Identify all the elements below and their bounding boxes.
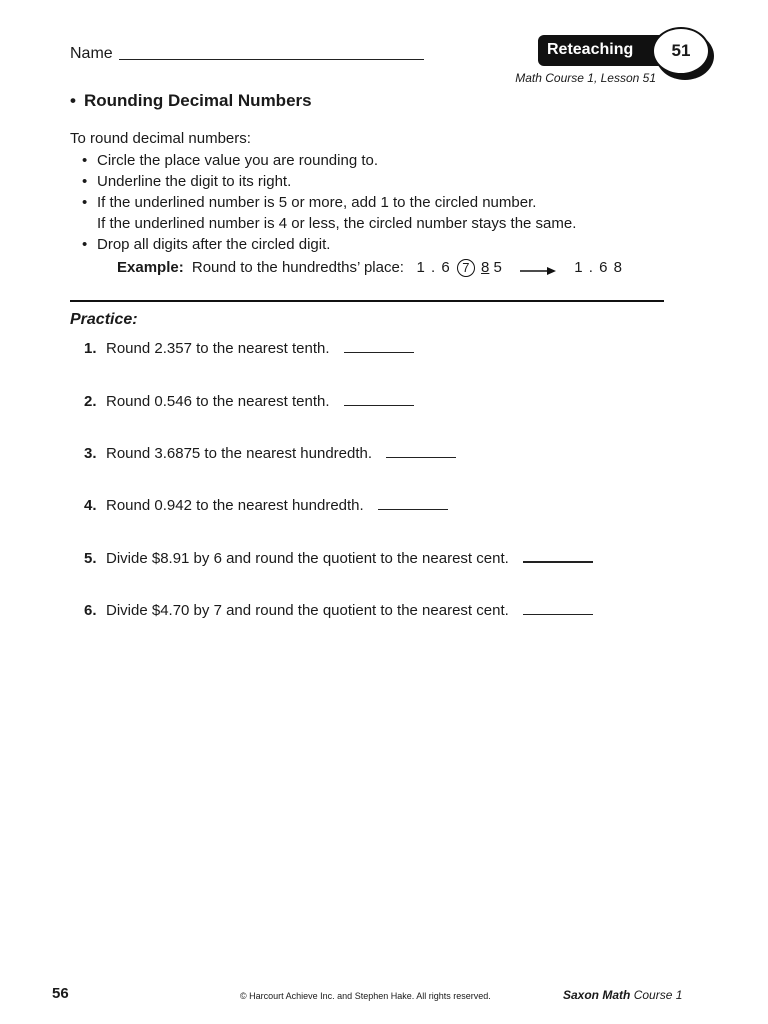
practice-problem bbox=[84, 445, 456, 462]
example-result: 1 . 6 8 bbox=[574, 259, 623, 276]
example-number-end: 5 bbox=[493, 259, 502, 276]
problem-text: Divide $8.91 by 6 and round the quotient to the nearest cent. bbox=[106, 550, 509, 567]
answer-blank[interactable] bbox=[386, 456, 456, 458]
practice-problem bbox=[84, 340, 414, 357]
section-heading bbox=[70, 91, 312, 111]
problem-text: Round 0.942 to the nearest hundredth. bbox=[106, 497, 364, 514]
bullet-icon: • bbox=[82, 236, 88, 253]
rule-item bbox=[82, 150, 576, 171]
problem-number: 6. bbox=[84, 602, 97, 619]
intro-text: To round decimal numbers: bbox=[70, 130, 251, 147]
lesson-number-badge: 51 bbox=[652, 27, 710, 75]
series-name: Saxon Math bbox=[563, 988, 631, 1002]
problem-text: Round 2.357 to the nearest tenth. bbox=[106, 340, 330, 357]
heading-title: Rounding Decimal Numbers bbox=[83, 91, 312, 110]
name-label: Name bbox=[70, 45, 113, 62]
rule-item bbox=[82, 171, 576, 192]
answer-blank[interactable] bbox=[344, 351, 414, 353]
copyright-notice: © Harcourt Achieve Inc. and Stephen Hake. All rights reserved. bbox=[240, 991, 491, 1001]
page-number: 56 bbox=[52, 985, 69, 1002]
series-title bbox=[563, 988, 682, 1002]
rule-text: Circle the place value you are rounding to. bbox=[97, 152, 379, 169]
rule-text: If the underlined number is 5 or more, add 1 to the circled number. bbox=[97, 194, 537, 211]
problem-text: Round 0.546 to the nearest tenth. bbox=[106, 393, 330, 410]
rule-item bbox=[82, 234, 576, 255]
bullet-icon: • bbox=[82, 152, 88, 169]
practice-problem bbox=[84, 602, 593, 619]
arrow-right-icon bbox=[520, 263, 556, 273]
rule-text: Drop all digits after the circled digit. bbox=[97, 236, 331, 253]
name-field[interactable] bbox=[119, 59, 424, 60]
answer-blank[interactable] bbox=[344, 404, 414, 406]
bullet-icon: • bbox=[70, 91, 76, 110]
example-label: Example: bbox=[117, 259, 184, 276]
practice-label: Practice: bbox=[70, 311, 138, 328]
section-divider bbox=[70, 300, 664, 302]
practice-problem bbox=[84, 497, 448, 514]
example-instruction: Round to the hundredths’ place: bbox=[191, 259, 404, 276]
answer-blank[interactable] bbox=[523, 613, 593, 615]
problem-text: Round 3.6875 to the nearest hundredth. bbox=[106, 445, 373, 462]
practice-problem bbox=[84, 550, 593, 567]
series-course: Course 1 bbox=[633, 988, 683, 1002]
bullet-icon: • bbox=[82, 173, 88, 190]
example-line bbox=[117, 259, 623, 277]
problem-number: 1. bbox=[84, 340, 97, 357]
problem-number: 3. bbox=[84, 445, 97, 462]
problem-number: 5. bbox=[84, 550, 97, 567]
underlined-digit: 8 bbox=[481, 259, 490, 276]
answer-blank[interactable] bbox=[378, 508, 448, 510]
circled-digit: 7 bbox=[457, 259, 475, 277]
problem-number: 2. bbox=[84, 393, 97, 410]
lesson-subtitle: Math Course 1, Lesson 51 bbox=[515, 71, 656, 85]
answer-blank[interactable] bbox=[523, 560, 593, 563]
rule-text: Underline the digit to its right. bbox=[97, 173, 292, 190]
problem-text: Divide $4.70 by 7 and round the quotient to the nearest cent. bbox=[106, 602, 509, 619]
badge-label: Reteaching bbox=[547, 41, 634, 58]
bullet-icon: • bbox=[82, 194, 88, 211]
rules-list bbox=[82, 150, 576, 255]
rule-continuation: If the underlined number is 4 or less, the circled number stays the same. bbox=[97, 215, 577, 232]
problem-number: 4. bbox=[84, 497, 97, 514]
rule-item bbox=[82, 192, 576, 234]
example-number-start: 1 . 6 bbox=[416, 259, 451, 276]
practice-problem bbox=[84, 393, 414, 410]
